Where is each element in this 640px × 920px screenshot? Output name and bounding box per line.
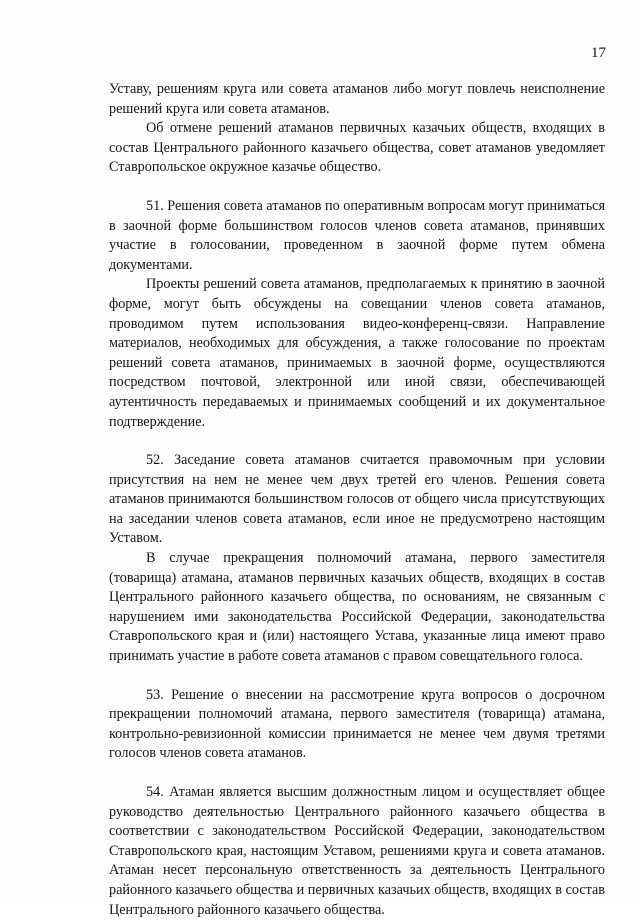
paragraph-gap — [109, 178, 605, 197]
section-52-paragraph: 52. Заседание совета атаманов считается правомочным при условии присутствия на нем не менее чем двух третей его членов. Решения совета атаманов принимаются большинством голосов от общего числа присутствующих на заседании членов совета атаманов, если иное не предусмотрено настоящим Уставом. — [109, 452, 605, 547]
document-body — [109, 80, 605, 920]
paragraph: Проекты решений совета атаманов, предполагаемых к принятию в заочной форме, могут быть обсуждены на совещании членов совета атаманов, проводимом путем использования видео-конференц-связи. Направление материалов, необходимых для обсуждения, а также голосование по проектам решений совета атаманов, принимаемых в заочной форме, осуществляются посредством почтовой, электронной или иной связи, обеспечивающей аутентичность передаваемых и принимаемых сообщений и их документальное подтверждение. — [109, 276, 605, 430]
paragraph: Об отмене решений атаманов первичных казачьих обществ, входящих в состав Центрального районного казачьего общества, совет атаманов уведомляет Ставропольское окружное казачье общество. — [109, 120, 605, 176]
section-53-paragraph: 53. Решение о внесении на рассмотрение круга вопросов о досрочном прекращении полномочий атамана, первого заместителя (товарища) атамана, контрольно-ревизионной комиссии принимается не менее чем двумя третями голосов членов совета атаманов. — [109, 686, 605, 762]
paragraph-gap — [109, 667, 605, 686]
paragraph-gap — [109, 764, 605, 783]
page-number: 17 — [591, 45, 606, 61]
paragraph: Уставу, решениям круга или совета атаманов либо могут повлечь неисполнение решений круга или совета атаманов. — [109, 81, 605, 117]
section-54-paragraph: 54. Атаман является высшим должностным лицом и осуществляет общее руководство деятельностью Центрального районного казачьего общества в соответствии с законодательством Российской Федерации, законодательством Ставропольского края, настоящим Уставом, решениями круга и совета атаманов. Атаман несет персональную ответственность за деятельность Центрального районного казачьего общества и первичных казачьих обществ, входящих в состав Центрального районного казачьего общества. — [109, 784, 605, 918]
paragraph: В случае прекращения полномочий атамана, первого заместителя (товарища) атамана, атаманов первичных казачьих обществ, входящих в состав Центрального районного казачьего общества, по основаниям, не связанным с нарушением ими законодательства Российской Федерации, законодательства Ставропольского края и (или) настоящего Устава, указанные лица имеют право принимать участие в работе совета атаманов с правом совещательного голоса. — [109, 550, 605, 665]
section-51-paragraph: 51. Решения совета атаманов по оперативным вопросам могут приниматься в заочной форме большинством голосов членов совета атаманов, принявших участие в голосовании, проведенном в заочной форме путем обмена документами. — [109, 197, 605, 273]
paragraph-gap — [109, 432, 605, 451]
